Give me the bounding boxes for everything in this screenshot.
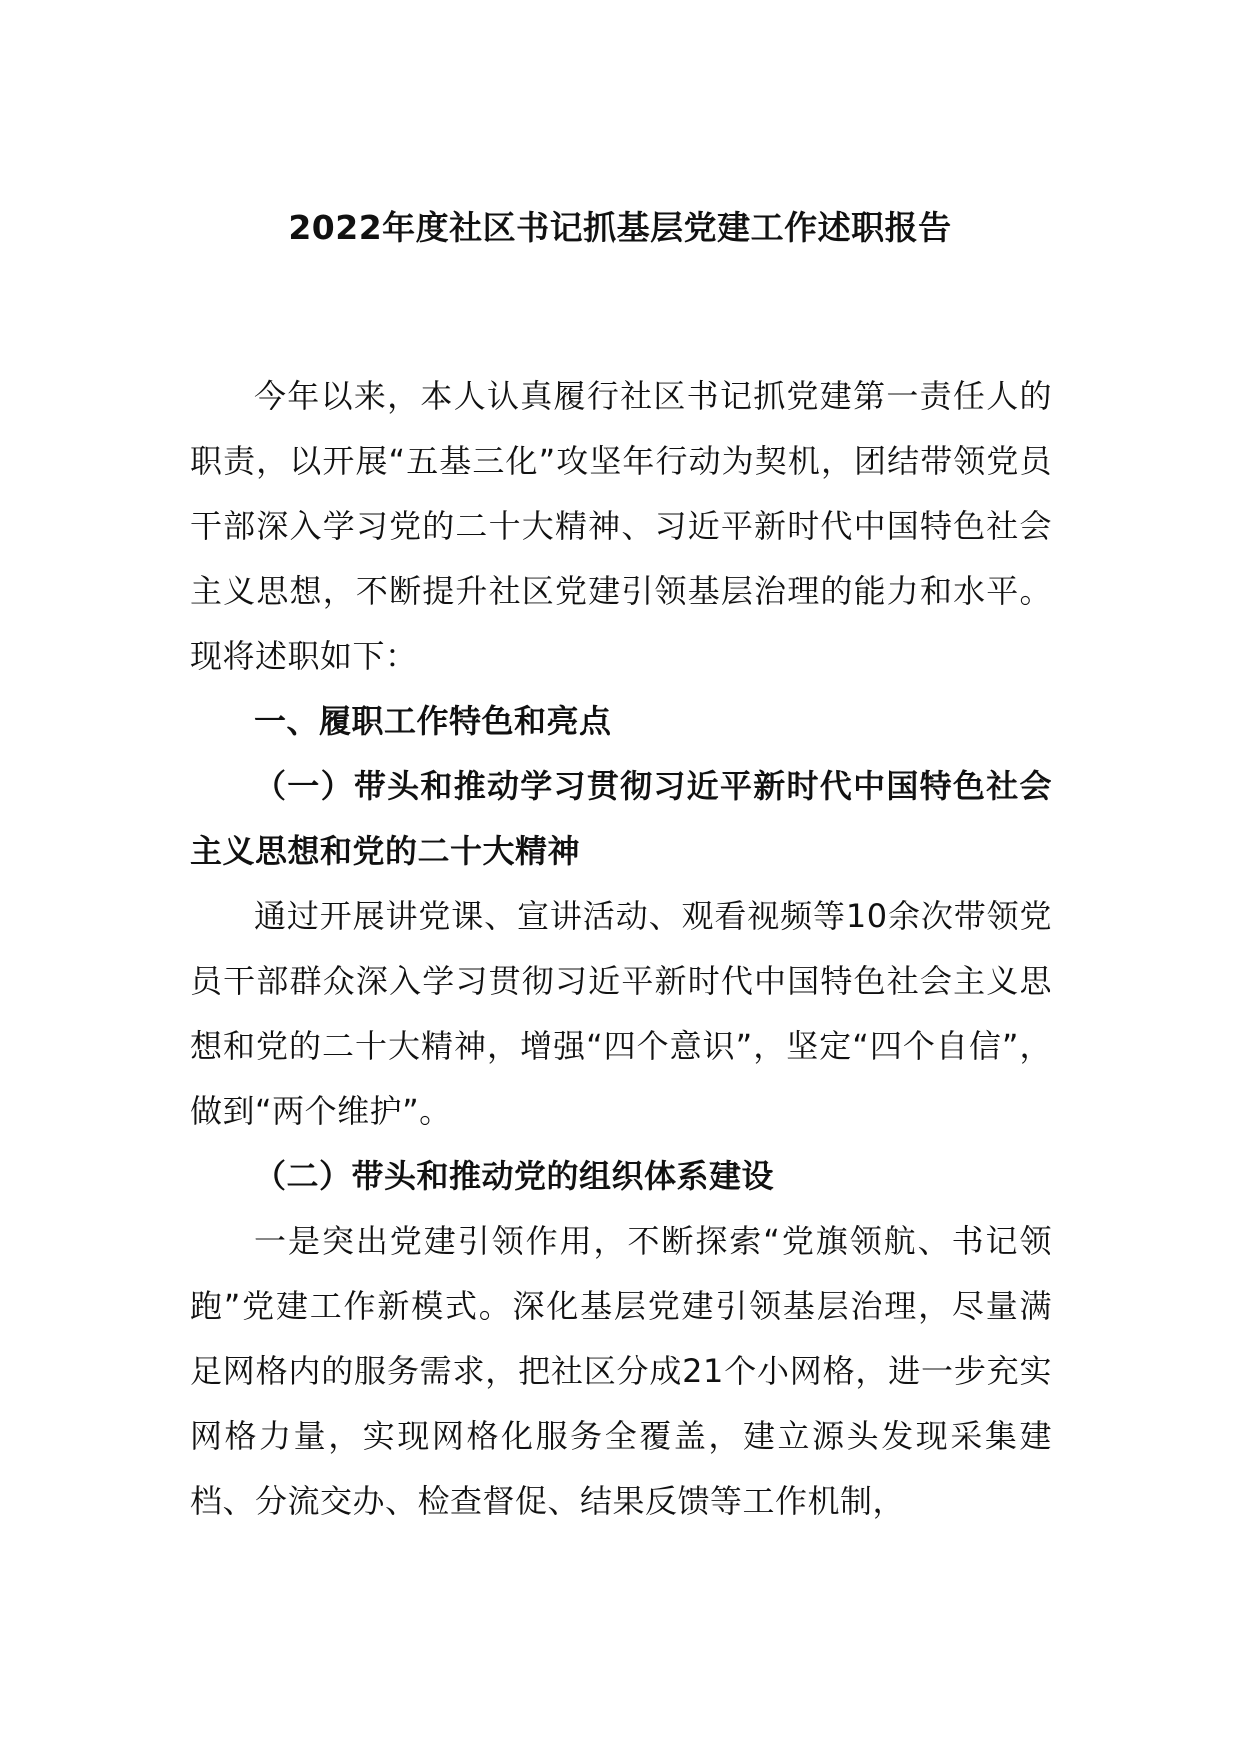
subsection-paragraph: 一是突出党建引领作用，不断探索“党旗领航、书记领跑”党建工作新模式。深化基层党建引领基层治理，尽量满足网格内的服务需求，把社区分成21个小网格，进一步充实网格力量，实现网格化服务全覆盖，建立源头发现采集建档、分流交办、检查督促、结果反馈等工作机制，: [190, 1222, 1052, 1520]
intro-paragraph: 今年以来，本人认真履行社区书记抓党建第一责任人的职责，以开展“五基三化”攻坚年行动为契机，团结带领党员干部深入学习党的二十大精神、习近平新时代中国特色社会主义思想，不断提升社区党建引领基层治理的能力和水平。现将述职如下：: [190, 377, 1052, 675]
subsection-heading: （二）带头和推动党的组织体系建设: [254, 1157, 775, 1195]
subsection-heading: （一）带头和推动学习贯彻习近平新时代中国特色社会主义思想和党的二十大精神: [190, 767, 1052, 870]
document-title: 2022年度社区书记抓基层党建工作述职报告: [288, 208, 952, 247]
document-body: [190, 364, 1052, 1534]
section-heading: 一、履职工作特色和亮点: [254, 702, 612, 740]
subsection-paragraph: 通过开展讲党课、宣讲活动、观看视频等10余次带领党员干部群众深入学习贯彻习近平新时代中国特色社会主义思想和党的二十大精神，增强“四个意识”，坚定“四个自信”，做到“两个维护”。: [190, 897, 1052, 1130]
